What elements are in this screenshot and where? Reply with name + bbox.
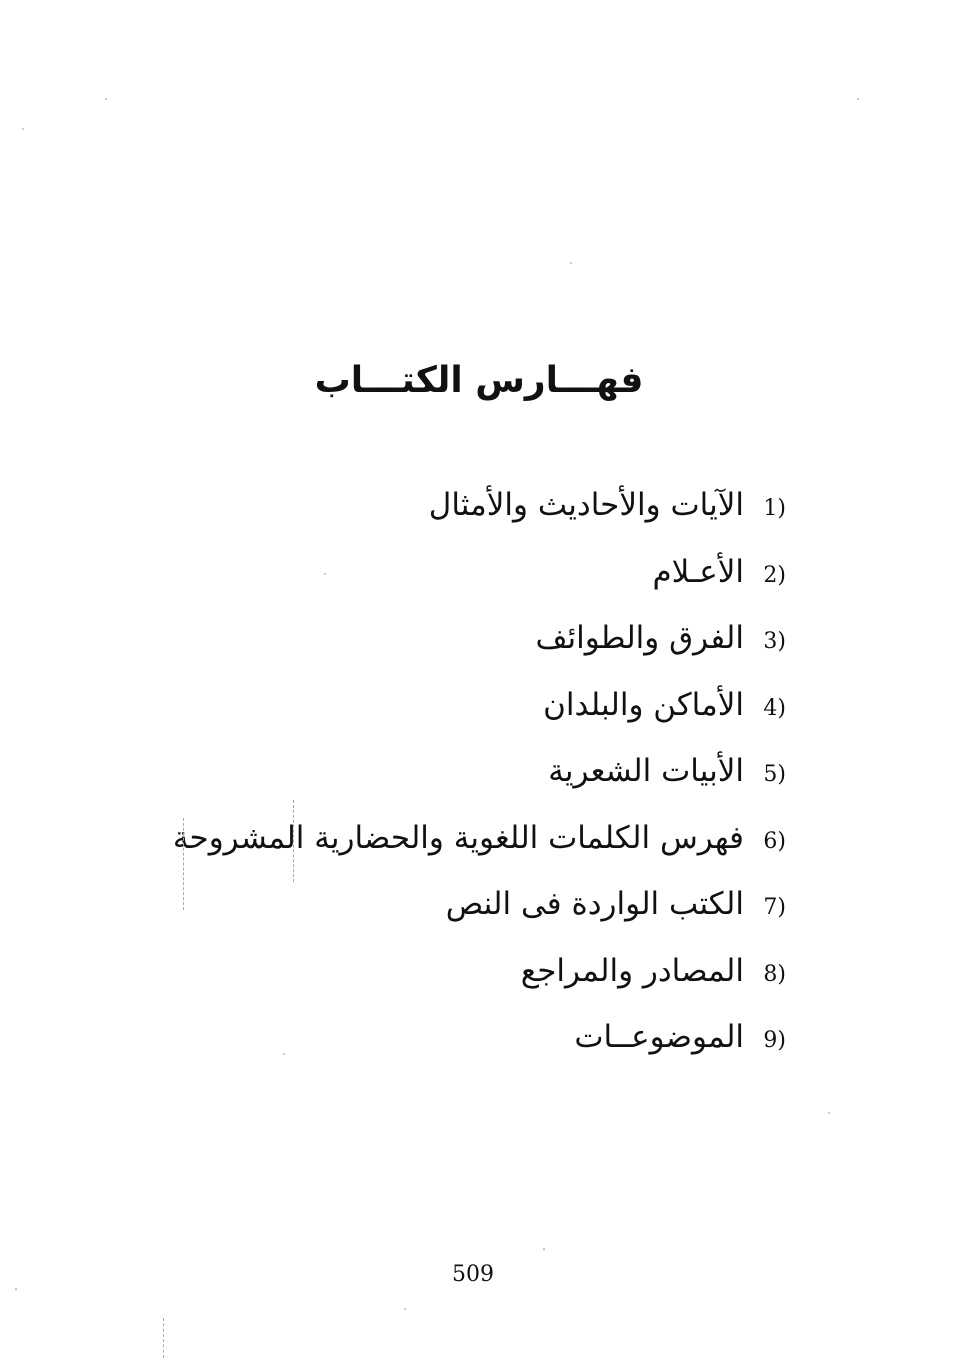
toc-item-number: 7) — [763, 895, 786, 920]
toc-item-label: الأبيات الشعرية — [548, 753, 744, 789]
toc-item-9 — [86, 1014, 786, 1081]
scan-speck — [404, 1308, 406, 1310]
page-title: فهـــارس الكتـــاب — [314, 360, 644, 401]
toc-item-label: الكتب الواردة فى النص — [445, 886, 744, 922]
scan-artifact-line — [293, 800, 295, 882]
toc-item-label: الأعـلام — [652, 553, 744, 590]
toc-item-3 — [86, 615, 786, 682]
toc-item-label: فهرس الكلمات اللغوية والحضارية المشروحة — [172, 819, 744, 856]
toc-item-7 — [86, 881, 786, 948]
page-number: 509 — [452, 1262, 494, 1287]
scan-speck — [283, 1053, 285, 1055]
toc-item-number: 6) — [763, 828, 786, 854]
scan-speck — [324, 573, 326, 575]
toc-item-number: 2) — [763, 562, 786, 588]
scan-artifact-line — [183, 818, 185, 910]
toc-item-4 — [86, 682, 786, 749]
toc-item-number: 3) — [763, 629, 786, 654]
scan-artifact-line — [163, 1318, 165, 1358]
scan-speck — [543, 1248, 545, 1250]
toc-item-8 — [86, 948, 786, 1015]
toc-item-number: 4) — [763, 695, 786, 721]
toc-item-6 — [86, 815, 786, 882]
toc-item-2 — [86, 549, 786, 616]
toc-item-number: 9) — [763, 1028, 786, 1053]
scan-speck — [105, 98, 107, 100]
toc-item-label: الفرق والطوائف — [535, 620, 744, 656]
toc-item-number: 8) — [763, 961, 786, 987]
toc-item-5 — [86, 748, 786, 815]
table-of-contents — [86, 482, 786, 1081]
toc-item-label: المصادر والمراجع — [520, 952, 744, 989]
scan-speck — [22, 128, 24, 130]
toc-item-label: الآيات والأحاديث والأمثال — [428, 487, 744, 523]
toc-item-number: 5) — [763, 762, 786, 787]
toc-item-1 — [86, 482, 786, 549]
toc-item-label: الموضوعــات — [574, 1019, 744, 1055]
toc-item-number: 1) — [763, 496, 786, 521]
toc-item-label: الأماكن والبلدان — [543, 686, 744, 723]
scan-speck — [857, 98, 859, 100]
scan-speck — [15, 1288, 17, 1290]
scan-speck — [570, 262, 572, 264]
scan-speck — [828, 1112, 830, 1114]
